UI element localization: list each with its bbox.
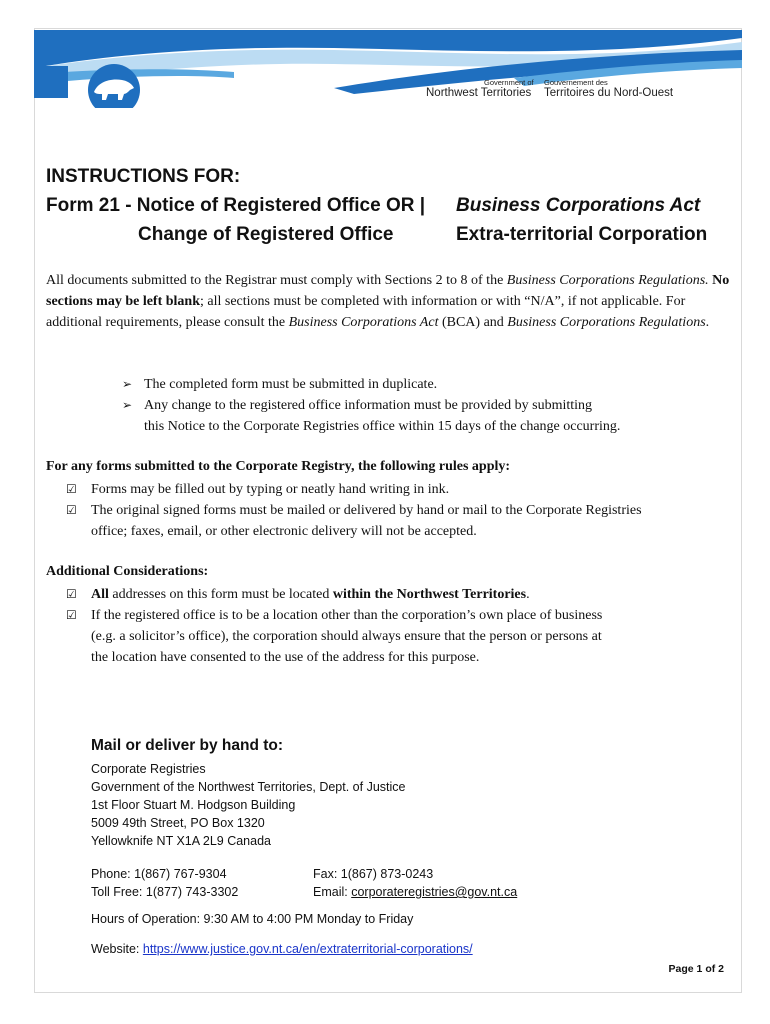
toll-free-number: Toll Free: 1(877) 743-3302	[91, 885, 239, 899]
address-line: Yellowknife NT X1A 2L9 Canada	[91, 834, 271, 848]
all-emphasis: All	[91, 587, 109, 602]
c1-text: addresses on this form must be located	[108, 587, 333, 602]
fax-number: Fax: 1(867) 873-0243	[313, 867, 434, 881]
bullet-text: The completed form must be submitted in duplicate.	[144, 377, 438, 392]
rule-text: Forms may be filled out by typing or neatly hand writing in ink.	[91, 482, 450, 497]
mail-heading: Mail or deliver by hand to:	[91, 737, 284, 754]
page-number: Page 1 of 2	[668, 963, 724, 975]
phone-number: Phone: 1(867) 767-9304	[91, 867, 227, 881]
title-line1: INSTRUCTIONS FOR:	[46, 166, 241, 187]
arrow-icon: ➢	[122, 398, 133, 412]
title-line2	[46, 191, 701, 220]
website-link[interactable]: https://www.justice.gov.nt.ca/en/extraterritorial-corporations/	[142, 942, 473, 956]
address-line: Government of the Northwest Territories, Dept. of Justice	[91, 780, 406, 794]
email-link[interactable]: corporateregistries@gov.nt.ca	[351, 885, 518, 899]
consideration-text: (e.g. a solicitor’s office), the corporation should always ensure that the person or persons at	[91, 629, 602, 644]
email-label: Email:	[313, 885, 352, 899]
gov-fr-small: Gouvernement des	[544, 78, 608, 87]
rule-text: office; faxes, email, or other electronic delivery will not be accepted.	[91, 524, 477, 539]
intro-paragraph	[46, 270, 736, 333]
intro-text-3: (BCA) and	[438, 315, 508, 330]
checkbox-checked-icon: ☑	[66, 587, 77, 601]
corp-type-title: Extra-territorial Corporation	[456, 224, 708, 245]
fax-email-block	[313, 865, 517, 901]
gov-fr-name: Territoires du Nord-Ouest	[544, 87, 674, 99]
consideration-text	[91, 584, 530, 605]
title-line3	[46, 220, 708, 249]
rules-heading: For any forms submitted to the Corporate Registry, the following rules apply:	[46, 459, 511, 474]
form-subtitle: Change of Registered Office	[138, 224, 394, 245]
address-line: Corporate Registries	[91, 762, 206, 776]
intro-regs-ref-2: Business Corporations Regulations	[507, 315, 706, 330]
website-label: Website:	[91, 942, 143, 956]
intro-text-2: ; all sections must be completed with information or with “N/A”, if not applicable. For additional requirements, please consult the	[46, 294, 686, 330]
intro-text: All documents submitted to the Registrar must comply with Sections 2 to 8 of the	[46, 273, 507, 288]
checkbox-checked-icon: ☑	[66, 503, 77, 517]
c1-period: .	[526, 587, 530, 602]
consideration-text: If the registered office is to be a location other than the corporation’s own place of business	[91, 608, 603, 623]
phone-block	[91, 865, 238, 901]
gov-en-small: Government of	[484, 78, 534, 87]
checkbox-checked-icon: ☑	[66, 608, 77, 622]
bullet-text: Any change to the registered office information must be provided by submitting	[144, 398, 593, 413]
nwt-emphasis: within the Northwest Territories	[332, 587, 527, 602]
intro-period: .	[705, 315, 710, 330]
bullet-text: this Notice to the Corporate Registries office within 15 days of the change occurring.	[144, 419, 621, 434]
arrow-icon: ➢	[122, 377, 133, 391]
considerations-heading: Additional Considerations:	[46, 564, 209, 579]
gov-fr	[544, 78, 673, 100]
checkbox-checked-icon: ☑	[66, 482, 77, 496]
form-title: Form 21 - Notice of Registered Office OR |	[46, 195, 426, 216]
consideration-text: the location have consented to the use of the address for this purpose.	[91, 650, 480, 665]
banner-left-block	[34, 66, 68, 98]
address-line: 1st Floor Stuart M. Hodgson Building	[91, 798, 296, 812]
gov-en-name: Northwest Territories	[426, 87, 532, 99]
rule-text: The original signed forms must be mailed or delivered by hand or mail to the Corporate Registries	[91, 503, 642, 518]
intro-no-blank: No sections may be left blank	[46, 273, 730, 309]
title-block	[46, 162, 708, 249]
intro-bca-ref: Business Corporations Act	[288, 315, 439, 330]
hours-of-operation: Hours of Operation: 9:30 AM to 4:00 PM Monday to Friday	[91, 912, 414, 926]
act-title: Business Corporations Act	[456, 195, 701, 216]
website-row	[91, 940, 473, 958]
gov-en	[426, 78, 534, 100]
intro-regs-ref: Business Corporations Regulations.	[506, 273, 709, 288]
address-line: 5009 49th Street, PO Box 1320	[91, 816, 265, 830]
email-row	[313, 883, 517, 901]
mailing-address	[91, 760, 405, 850]
